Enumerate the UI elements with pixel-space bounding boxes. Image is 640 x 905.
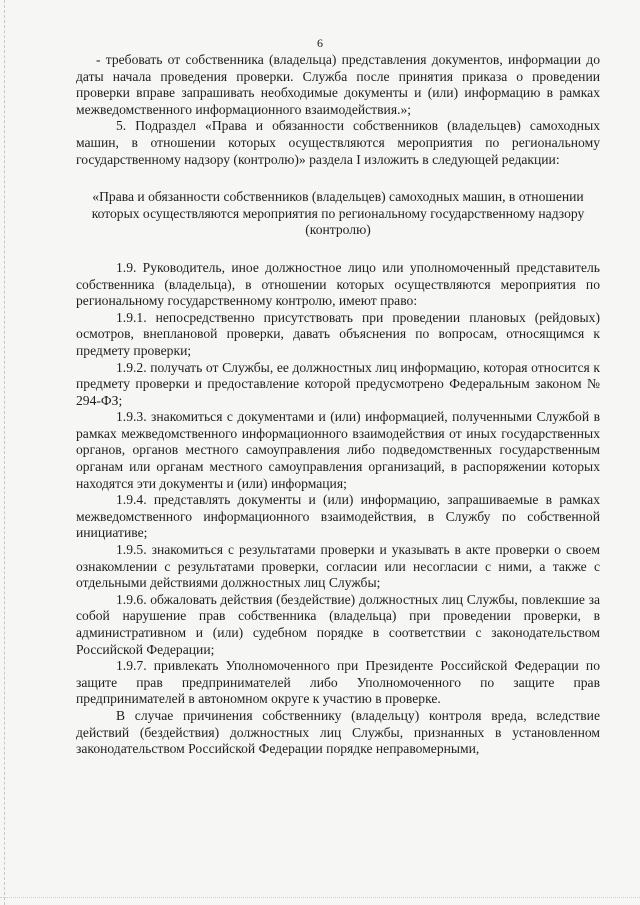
paragraph-damage: В случае причинения собственнику (владельцу) контроля вреда, вследствие действий (бездействия) должностных лиц Службы, признанных в установленном законодательством Российской Федерации порядке неправомерными, bbox=[76, 707, 600, 757]
paragraph-1-9-4: 1.9.4. представлять документы и (или) информацию, запрашиваемые в рамках межведомственного информационного взаимодействия, в Службу по собственной инициативе; bbox=[76, 492, 600, 541]
paragraph-1-9-6: 1.9.6. обжаловать действия (бездействие) должностных лиц Службы, повлекшие за собой нарушение прав собственника (владельца) при проведении проверки, в административном и (или) судебном порядке в соответствии с законодательством Российской Федерации; bbox=[76, 591, 600, 657]
paragraph-1-9-3: 1.9.3. знакомиться с документами и (или) информацией, полученными Службой в рамках межведомственного информационного взаимодействия от иных государственных органов, органов местного самоуправления либо подведомственных государственным органам или органам местного самоуправления организаций, в распоряжении которых находятся эти документы и (или) информация; bbox=[76, 409, 600, 491]
paragraph-1-9-2: 1.9.2. получать от Службы, ее должностных лиц информацию, которая относится к предмету проверки и предоставление которой предусмотрено Федеральным законом № 294-ФЗ; bbox=[76, 359, 600, 408]
page-number: 6 bbox=[317, 36, 323, 50]
section-title: «Права и обязанности собственников (владельцев) самоходных машин, в отношении которых осуществляются мероприятия по региональному государственному надзору (контролю) bbox=[91, 189, 585, 238]
paragraph-1-9-5: 1.9.5. знакомиться с результатами проверки и указывать в акте проверки о своем ознакомлении с результатами проверки, согласии или несогласии с ними, а также с отдельными действиями должностных лиц Службы; bbox=[76, 542, 600, 591]
paragraph-1-9-7: 1.9.7. привлекать Уполномоченного при Президенте Российской Федерации по защите прав предпринимателей либо Уполномоченного по защите прав предпринимателей в автономном округе к участию в проверке. bbox=[76, 658, 600, 707]
scan-edge-bottom bbox=[0, 897, 640, 899]
document-body bbox=[76, 52, 600, 758]
paragraph-1-9-1: 1.9.1. непосредственно присутствовать при проведении плановых (рейдовых) осмотров, внеплановой проверки, давать объяснения по вопросам, относящимся к предмету проверки; bbox=[76, 309, 600, 358]
paragraph-1-9: 1.9. Руководитель, иное должностное лицо или уполномоченный представитель собственника (владельца), в отношении которых осуществляются мероприятия по региональному государственному контролю, имеют право: bbox=[76, 259, 600, 309]
paragraph-request-documents: - требовать от собственника (владельца) представления документов, информации до даты начала проведения проверки. Служба после принятия приказа о проведении проверки вправе запрашивать необходимые документы и (или) информацию в рамках межведомственного информационного взаимодействия.»; bbox=[76, 52, 600, 117]
paragraph-item-5: 5. Подраздел «Права и обязанности собственников (владельцев) самоходных машин, в отношении которых осуществляются мероприятия по региональному государственному надзору (контролю)» раздела I изложить в следующей редакции: bbox=[76, 118, 600, 167]
scan-edge-left bbox=[4, 0, 6, 905]
